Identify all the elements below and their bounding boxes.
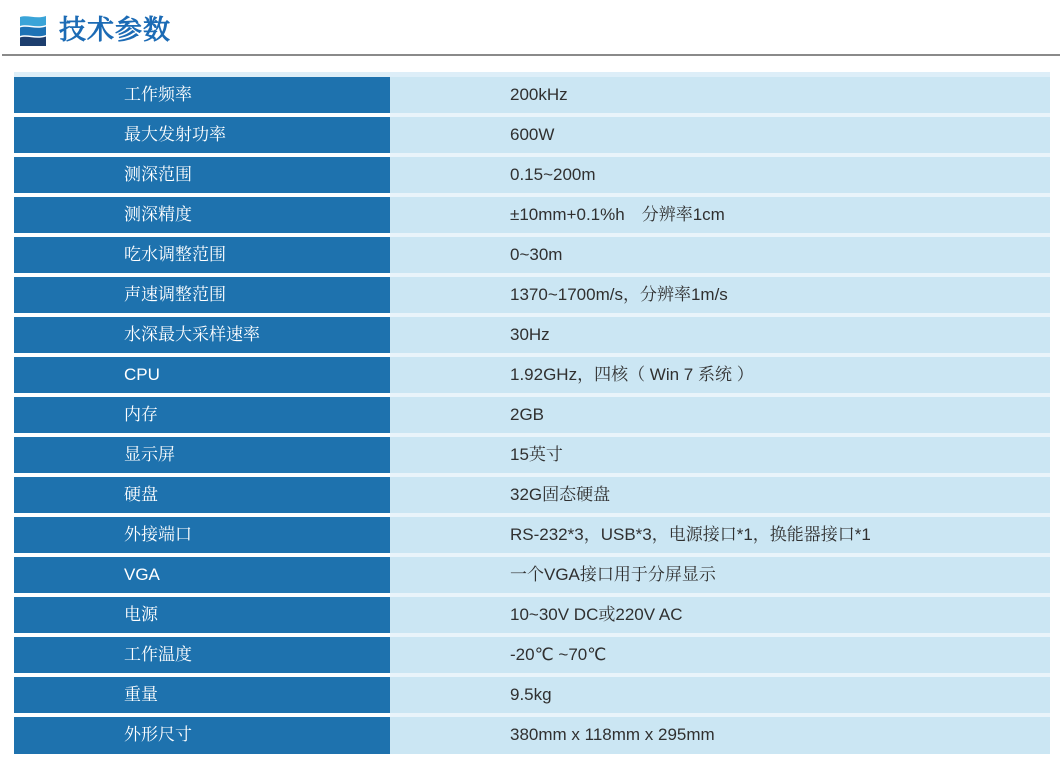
spec-label: 硬盘	[14, 477, 390, 517]
spec-value: 0~30m	[390, 237, 1050, 277]
spec-value: 一个VGA接口用于分屏显示	[390, 557, 1050, 597]
spec-value: 0.15~200m	[390, 157, 1050, 197]
spec-row	[14, 597, 1050, 637]
spec-label: 重量	[14, 677, 390, 717]
spec-value: 2GB	[390, 397, 1050, 437]
spec-row	[14, 557, 1050, 597]
spec-value: 15英寸	[390, 437, 1050, 477]
spec-row	[14, 437, 1050, 477]
spec-value: ±10mm+0.1%h 分辨率1cm	[390, 197, 1050, 237]
header-divider	[2, 54, 1060, 56]
spec-value: -20℃ ~70℃	[390, 637, 1050, 677]
spec-row	[14, 477, 1050, 517]
spec-value: 1.92GHz，四核（ Win 7 系统 ）	[390, 357, 1050, 397]
spec-row	[14, 357, 1050, 397]
spec-value: 380mm x 118mm x 295mm	[390, 717, 1050, 754]
spec-row	[14, 677, 1050, 717]
spec-label: 工作频率	[14, 77, 390, 117]
spec-row	[14, 77, 1050, 117]
spec-label: 水深最大采样速率	[14, 317, 390, 357]
spec-label: 声速调整范围	[14, 277, 390, 317]
spec-rows	[14, 77, 1050, 754]
spec-row	[14, 397, 1050, 437]
spec-table	[14, 72, 1050, 754]
spec-label: 测深精度	[14, 197, 390, 237]
spec-label: 吃水调整范围	[14, 237, 390, 277]
spec-row	[14, 237, 1050, 277]
waves-layers-icon	[20, 14, 46, 46]
spec-label: CPU	[14, 357, 390, 397]
spec-value: 1370~1700m/s，分辨率1m/s	[390, 277, 1050, 317]
spec-row	[14, 517, 1050, 557]
spec-row	[14, 717, 1050, 754]
spec-value: 30Hz	[390, 317, 1050, 357]
spec-value: RS-232*3，USB*3，电源接口*1，换能器接口*1	[390, 517, 1050, 557]
spec-value: 10~30V DC或220V AC	[390, 597, 1050, 637]
section-header	[0, 0, 1063, 47]
spec-row	[14, 637, 1050, 677]
spec-value: 200kHz	[390, 77, 1050, 117]
spec-label: 内存	[14, 397, 390, 437]
spec-label: 工作温度	[14, 637, 390, 677]
spec-label: 最大发射功率	[14, 117, 390, 157]
spec-value: 9.5kg	[390, 677, 1050, 717]
spec-label: 外形尺寸	[14, 717, 390, 754]
spec-row	[14, 317, 1050, 357]
spec-value: 32G固态硬盘	[390, 477, 1050, 517]
spec-label: 外接端口	[14, 517, 390, 557]
spec-row	[14, 157, 1050, 197]
spec-row	[14, 197, 1050, 237]
spec-row	[14, 277, 1050, 317]
spec-label: 显示屏	[14, 437, 390, 477]
spec-label: VGA	[14, 557, 390, 597]
spec-value: 600W	[390, 117, 1050, 157]
spec-label: 测深范围	[14, 157, 390, 197]
section-title: 技术参数	[59, 15, 171, 45]
spec-label: 电源	[14, 597, 390, 637]
spec-row	[14, 117, 1050, 157]
